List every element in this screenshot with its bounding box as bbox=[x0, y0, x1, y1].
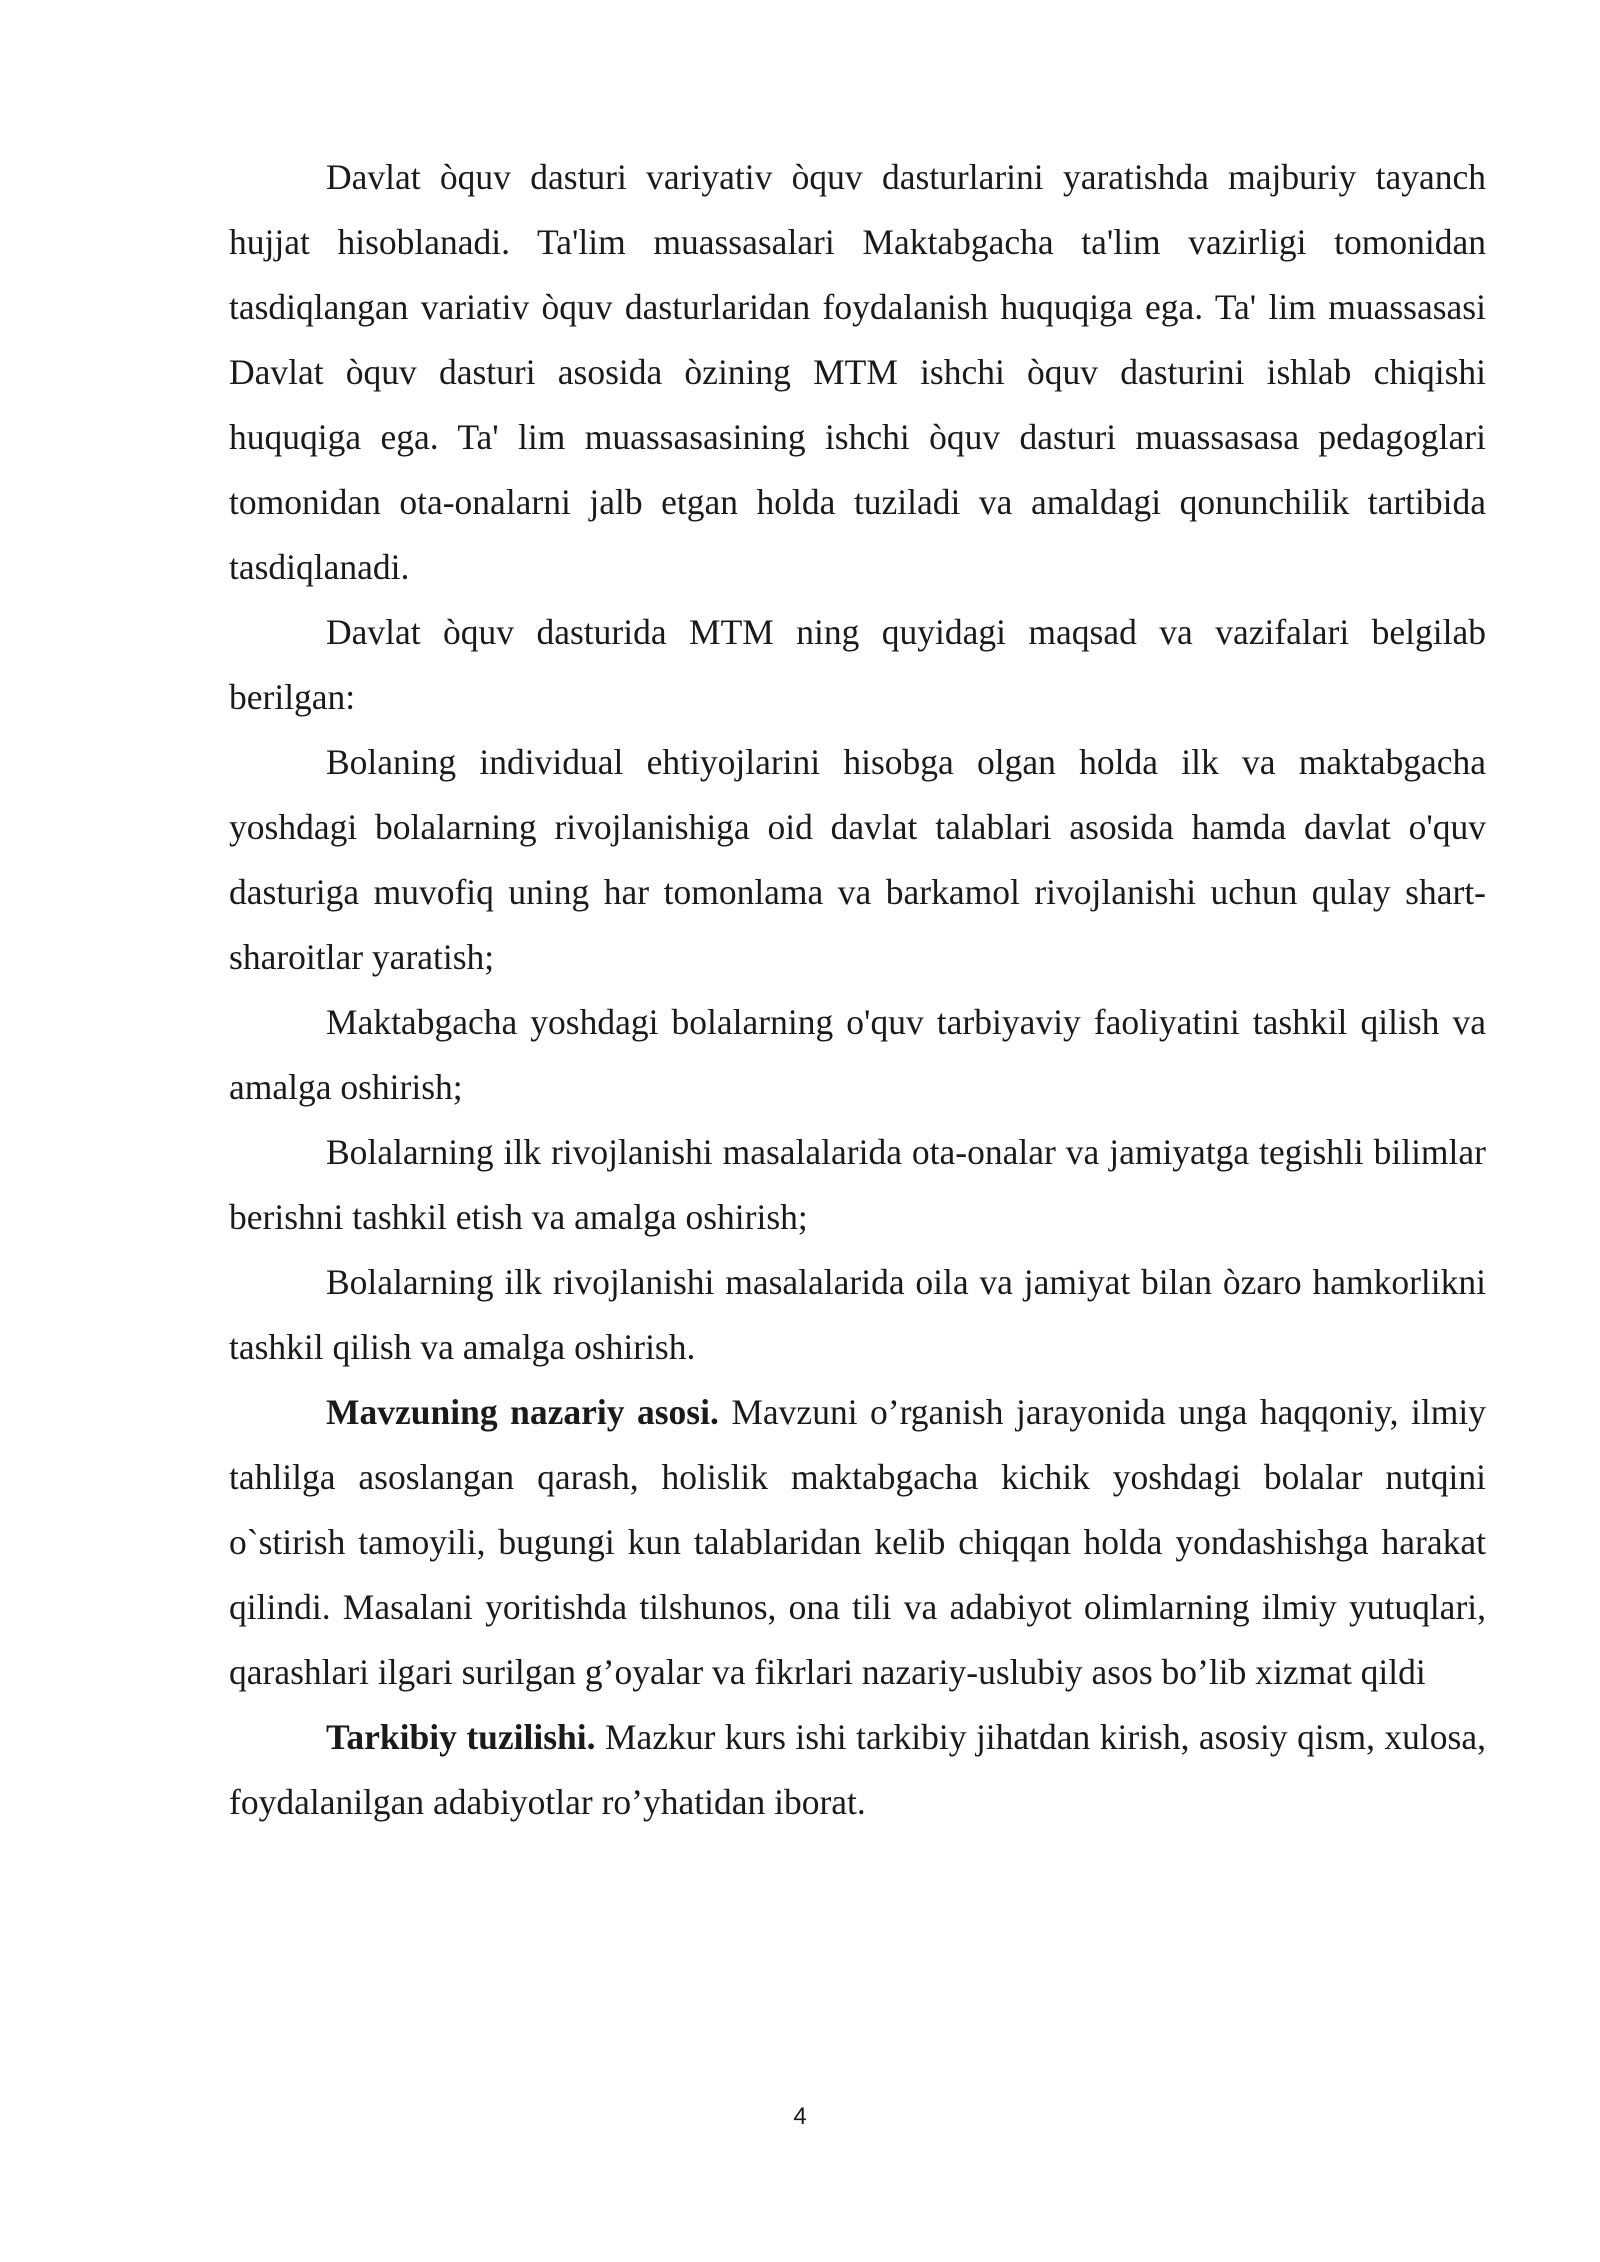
paragraph-goal-education-activity bbox=[229, 990, 1486, 1120]
page-number: 4 bbox=[793, 2103, 807, 2130]
paragraph-text: Mazkur kurs ishi tarkibiy jihatdan kirish, asosiy qism, xulosa, foydalanilgan adabiyotlar ro’yhatidan iborat. bbox=[229, 1717, 1486, 1822]
paragraph-heading: Tarkibiy tuzilishi. bbox=[326, 1717, 596, 1757]
paragraph-structure bbox=[229, 1705, 1486, 1835]
paragraph-state-curriculum bbox=[229, 145, 1486, 600]
paragraph-goal-parents-knowledge bbox=[229, 1120, 1486, 1250]
paragraph-heading: Mavzuning nazariy asosi. bbox=[326, 1392, 719, 1432]
paragraph-text: Mavzuni o’rganish jarayonida unga haqqoniy, ilmiy tahlilga asoslangan qarash, holislik maktabgacha kichik yoshdagi bolalar nutqini o`stirish tamoyili, bugungi kun talablaridan kelib chiqqan holda yondashishga harakat qilindi. Masalani yoritishda tilshunos, ona tili va adabiyot olimlarning ilmiy yutuqlari, qarashlari ilgari surilgan g’oyalar va fikrlari nazariy-uslubiy asos bo’lib xizmat qildi bbox=[229, 1392, 1486, 1692]
paragraph-text: Bolaning individual ehtiyojlarini hisobga olgan holda ilk va maktabgacha yoshdagi bolalarning rivojlanishiga oid davlat talablari asosida hamda davlat o'quv dasturiga muvofiq uning har tomonlama va barkamol rivojlanishi uchun qulay shart-sharoitlar yaratish; bbox=[229, 742, 1486, 977]
paragraph-text: Bolalarning ilk rivojlanishi masalalarida oila va jamiyat bilan òzaro hamkorlikni tashkil qilish va amalga oshirish. bbox=[229, 1262, 1486, 1367]
paragraph-text: Bolalarning ilk rivojlanishi masalalarida ota-onalar va jamiyatga tegishli bilimlar berishni tashkil etish va amalga oshirish; bbox=[229, 1132, 1486, 1237]
paragraph-text: Davlat òquv dasturi variyativ òquv dasturlarini yaratishda majburiy tayanch hujjat hisoblanadi. Ta'lim muassasalari Maktabgacha ta'lim vazirligi tomonidan tasdiqlangan variativ òquv dasturlaridan foydalanish huquqiga ega. Ta' lim muassasasi Davlat òquv dasturi asosida òzining MTM ishchi òquv dasturini ishlab chiqishi huquqiga ega. Ta' lim muassasasining ishchi òquv dasturi muassasasa pedagoglari tomonidan ota-onalarni jalb etgan holda tuziladi va amaldagi qonunchilik tartibida tasdiqlanadi. bbox=[229, 157, 1486, 587]
paragraph-goal-development bbox=[229, 730, 1486, 990]
paragraph-text: Davlat òquv dasturida MTM ning quyidagi maqsad va vazifalari belgilab berilgan: bbox=[229, 612, 1486, 717]
paragraph-text: Maktabgacha yoshdagi bolalarning o'quv tarbiyaviy faoliyatini tashkil qilish va amalga oshirish; bbox=[229, 1002, 1486, 1107]
paragraph-goal-family-cooperation bbox=[229, 1250, 1486, 1380]
paragraph-theoretical-basis bbox=[229, 1380, 1486, 1705]
paragraph-goals-intro bbox=[229, 600, 1486, 730]
document-body bbox=[229, 145, 1486, 1835]
